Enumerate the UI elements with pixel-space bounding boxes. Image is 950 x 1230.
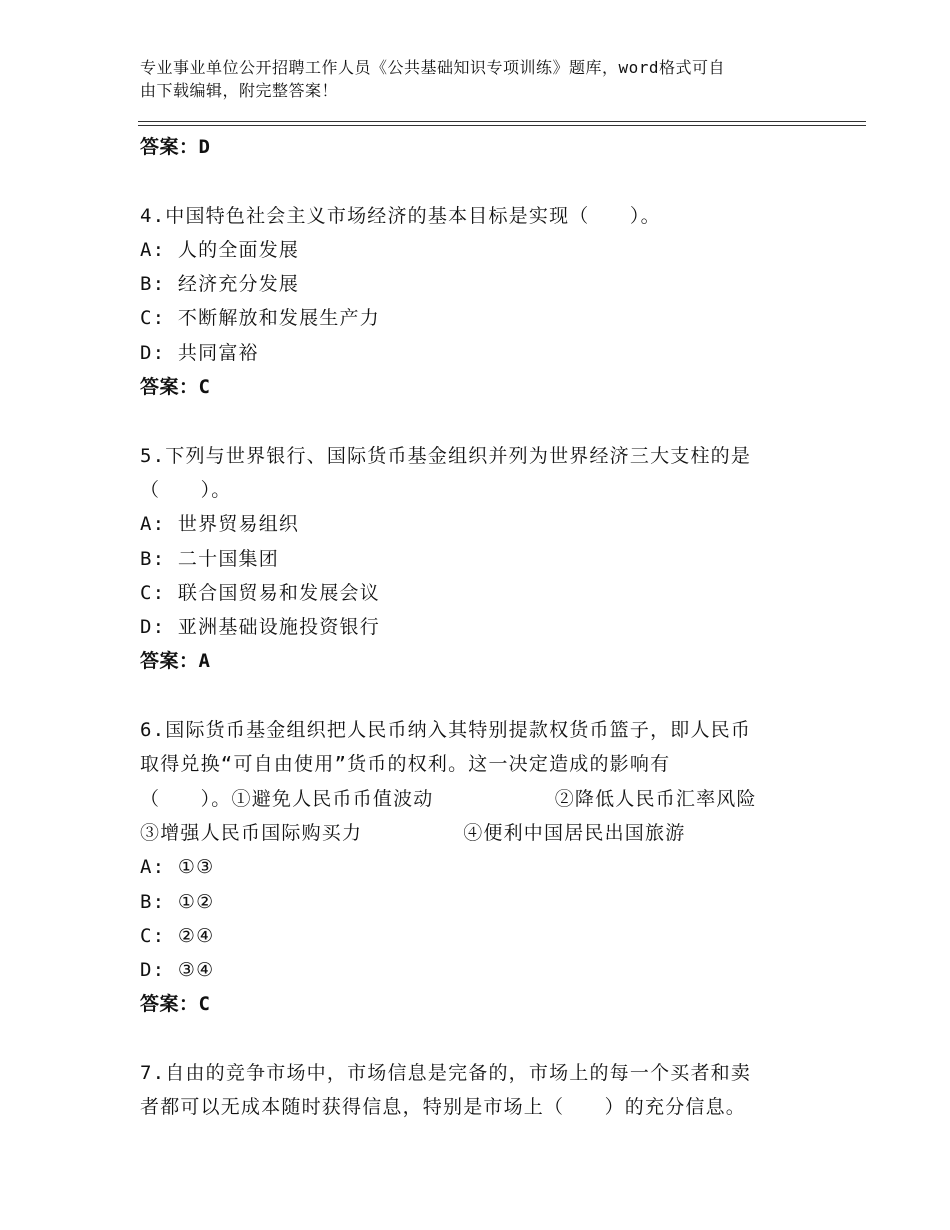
option-b: B: ①②	[140, 890, 215, 913]
question-list	[140, 130, 820, 1125]
option-a: A: 人的全面发展	[140, 238, 300, 261]
option-b: B: 经济充分发展	[140, 273, 300, 296]
question-stem-line-2: （ ）。	[140, 478, 232, 501]
option-c: C: 不断解放和发展生产力	[140, 307, 380, 330]
option-d: D: ③④	[140, 959, 215, 982]
option-a: A: 世界贸易组织	[140, 513, 300, 536]
previous-answer: 答案：D	[140, 136, 211, 158]
question-stem-line-1: 5.下列与世界银行、国际货币基金组织并列为世界经济三大支柱的是	[140, 444, 752, 467]
question-5	[140, 439, 820, 679]
header-line-2: 由下载编辑，附完整答案！	[140, 81, 339, 100]
question-stem-line-1: 6.国际货币基金组织把人民币纳入其特别提款权货币篮子，即人民币	[140, 719, 752, 742]
header-divider-bottom	[138, 125, 866, 126]
option-d: D: 共同富裕	[140, 341, 259, 364]
option-a: A: ①③	[140, 856, 215, 879]
question-stem-line-1: 7.自由的竞争市场中，市场信息是完备的，市场上的每一个买者和卖	[140, 1062, 752, 1085]
header-line-1: 专业事业单位公开招聘工作人员《公共基础知识专项训练》题库，word格式可自	[140, 58, 726, 77]
answer: 答案：C	[140, 993, 211, 1016]
option-c: C: 联合国贸易和发展会议	[140, 581, 380, 604]
answer: 答案：C	[140, 376, 211, 399]
question-6	[140, 713, 820, 1022]
header-divider-top	[138, 121, 866, 122]
question-4	[140, 199, 820, 405]
question-stem-line-3: （ ）。①避免人民币币值波动 ②降低人民币汇率风险	[140, 787, 757, 810]
option-c: C: ②④	[140, 924, 215, 947]
question-7	[140, 1056, 820, 1125]
option-d: D: 亚洲基础设施投资银行	[140, 616, 380, 639]
answer: 答案：A	[140, 650, 211, 673]
question-stem-line-4: ③增强人民币国际购买力 ④便利中国居民出国旅游	[140, 821, 686, 844]
page-header	[140, 56, 810, 102]
question-stem: 4.中国特色社会主义市场经济的基本目标是实现（ ）。	[140, 204, 661, 227]
question-stem-line-2: 取得兑换“可自由使用”货币的权利。这一决定造成的影响有	[140, 753, 671, 776]
option-b: B: 二十国集团	[140, 547, 279, 570]
question-stem-line-2: 者都可以无成本随时获得信息，特别是市场上（ ）的充分信息。	[140, 1096, 747, 1119]
